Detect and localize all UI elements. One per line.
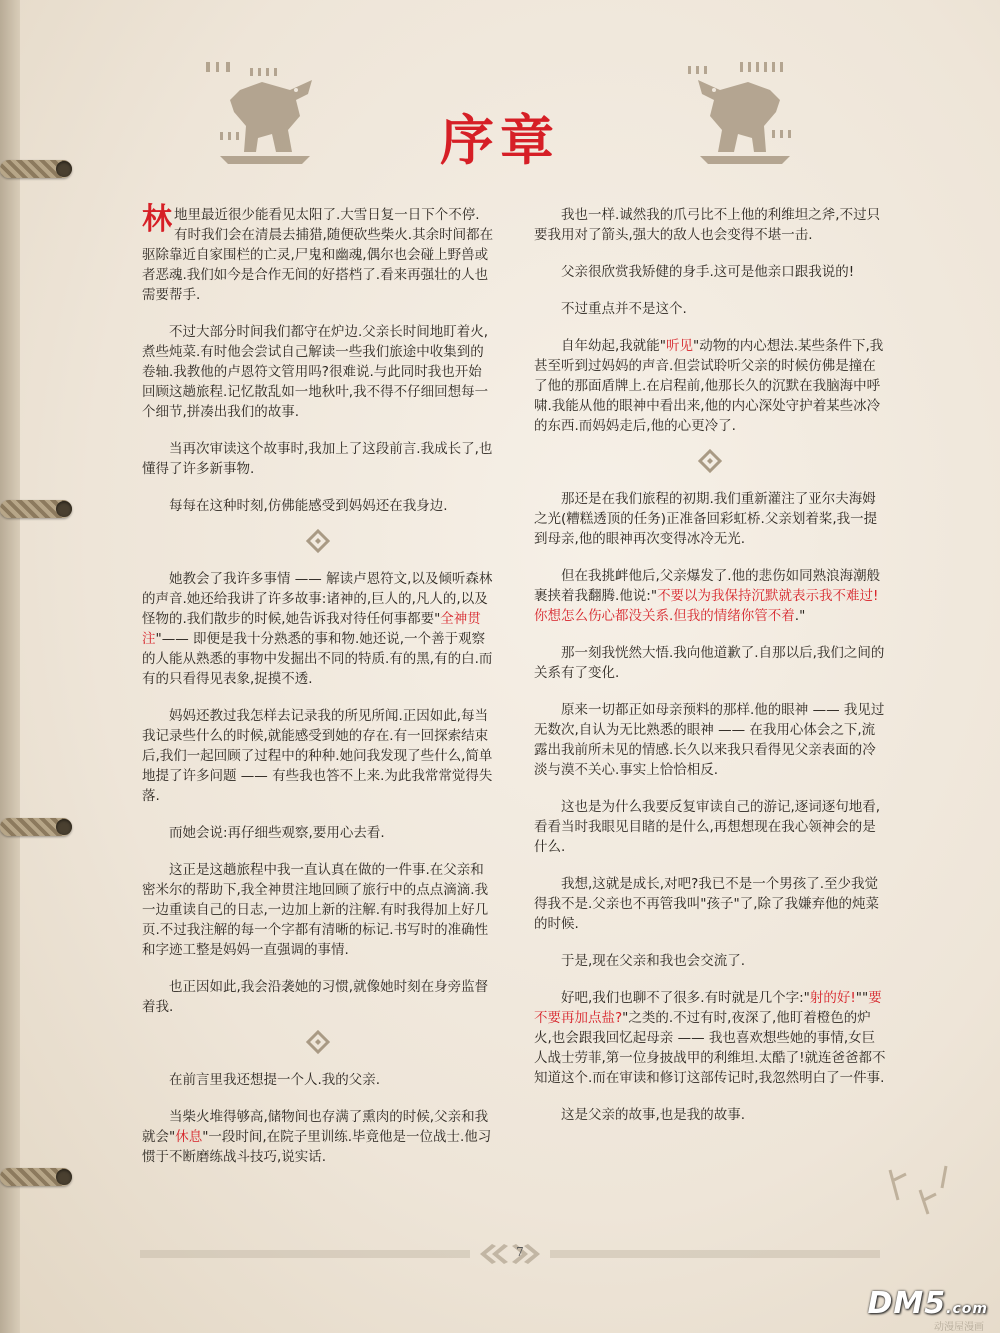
section-divider	[142, 529, 494, 559]
page-binding	[0, 0, 20, 1333]
binding-hole	[56, 819, 72, 835]
right-text-column	[534, 205, 886, 1142]
emphasis-text: 射的好!	[809, 990, 856, 1006]
paragraph: 这也是为什么我要反复审读自己的游记,逐词逐句地看,看看当时我眼见目睹的是什么,再想想现在我心领神会的是什么.	[534, 799, 881, 855]
drop-cap: 林	[142, 202, 172, 237]
emphasis-text: 要不要再加点盐?	[534, 990, 882, 1026]
paragraph: 也正因如此,我会沿袭她的习惯,就像她时刻在身旁监督着我.	[142, 979, 489, 1015]
paragraph: 在前言里我还想提一个人.我的父亲.	[169, 1072, 381, 1088]
emphasis-text: 休息	[175, 1129, 203, 1145]
paragraph: 我想,这就是成长,对吧?我已不是一个男孩了.至少我觉得我不是.父亲也不再管我叫"孩子"了,除了我嫌弃他的炖菜的时候.	[534, 876, 880, 932]
paragraph: 好吧,我们也聊不了很多.有时就是几个字:"射的好!""要不要再加点盐?"之类的.不过有时,夜深了,他盯着橙色的炉火,也会跟我回忆起母亲 —— 我也喜欢想些她的事情,女巨人战士劳菲,第一位身披战甲的利维坦.太酷了!就连爸爸都不知道这个.而在审读和修订这部传记时,我忽然明白了一件事.	[534, 990, 886, 1086]
paragraph: 不过大部分时间我们都守在炉边.父亲长时间地盯着火,煮些炖菜.有时他会尝试自己解读一些我们旅途中收集到的卷轴.我教他的卢恩符文管用吗?很难说.与此同时我也开始回顾这趟旅程.记忆散乱如一地秋叶,我不得不仔细回想每一个细节,拼凑出我们的故事.	[142, 324, 489, 420]
paragraph: 自年幼起,我就能"听见"动物的内心想法.某些条件下,我甚至听到过妈妈的声音.但尝试聆听父亲的时候仿佛是撞在了他的那面盾牌上.在启程前,他那长久的沉默在我脑海中呼啸.我能从他的眼神中看出来,他的内心深处守护着某些冰冷的东西.而妈妈走后,他的心更冷了.	[534, 338, 884, 434]
rune-divider-icon	[306, 1030, 330, 1056]
binding-hole	[56, 501, 72, 517]
paragraph: 每每在这种时刻,仿佛能感受到妈妈还在我身边.	[169, 498, 448, 514]
binding-hole	[56, 1169, 72, 1185]
left-text-column	[142, 202, 494, 1184]
rune-scribble-icon	[880, 1160, 960, 1220]
rune-divider-icon	[698, 449, 722, 475]
paragraph: 她教会了我许多事情 —— 解读卢恩符文,以及倾听森林的声音.她还给我讲了许多故事:诸神的,巨人的,凡人的,以及怪物的.我们散步的时候,她告诉我对待任何事都要"全神贯注"—— 即便是我十分熟悉的事和物.她还说,一个善于观察的人能从熟悉的事物中发掘出不同的特质.有的黑,有的白.而有的只看得见表象,捉摸不透.	[142, 571, 493, 687]
section-divider	[142, 1030, 494, 1060]
paragraph: 这正是这趟旅程中我一直认真在做的一件事.在父亲和密米尔的帮助下,我全神贯注地回顾了旅行中的点点滴滴.我一边重读自己的日志,一边加上新的注解.有时我得加上好几页.不过我注解的每一个字都有清晰的标记.书写时的准确性和字迹工整是妈妈一直强调的事情.	[142, 862, 489, 958]
paragraph: 而她会说:再仔细些观察,要用心去看.	[169, 825, 385, 841]
page-number: 7	[516, 1245, 524, 1259]
paragraph: 妈妈还教过我怎样去记录我的所见所闻.正因如此,每当我记录些什么的时候,就能感受到她的存在.有一回探索结束后,我们一起回顾了过程中的种种.她问我发现了些什么,简单地提了许多问题 —— 有些我也答不上来.为此我常常觉得失落.	[142, 708, 493, 804]
paragraph: 我也一样.诚然我的爪弓比不上他的利维坦之斧,不过只要我用对了箭头,强大的敌人也会变得不堪一击.	[534, 207, 881, 243]
paragraph: 这是父亲的故事,也是我的故事.	[561, 1107, 746, 1123]
paragraph: 父亲很欣赏我矫健的身手.这可是他亲口跟我说的!	[561, 264, 855, 280]
paragraph: 不过重点并不是这个.	[561, 301, 687, 317]
paragraph: 那一刻我恍然大悟.我向他道歉了.自那以后,我们之间的关系有了变化.	[534, 645, 885, 681]
emphasis-text: 不要以为我保持沉默就表示我不难过!你想怎么伤心都没关系.但我的情绪你管不着	[534, 588, 879, 624]
paragraph: 那还是在我们旅程的初期.我们重新灌注了亚尔夫海姆之光(糟糕透顶的任务)正准备回彩虹桥.父亲划着桨,我一提到母亲,他的眼神再次变得冰冷无光.	[534, 491, 878, 547]
paragraph: 于是,现在父亲和我也会交流了.	[561, 953, 746, 969]
watermark-subtitle: 动漫屋漫画	[934, 1322, 984, 1333]
paragraph: 当再次审读这个故事时,我加上了这段前言.我成长了,也懂得了许多新事物.	[142, 441, 493, 477]
section-divider	[534, 449, 886, 479]
paragraph: 林地里最近很少能看见太阳了.大雪日复一日下个不停. 有时我们会在清晨去捕猎,随便砍些柴火.其余时间都在驱除靠近自家围栏的亡灵,尸鬼和幽魂,偶尔也会碰上野兽或者恶魂.我们如今是合作无间的好搭档了.看来再强壮的人也需要帮手.	[142, 202, 494, 303]
emphasis-text: 听见	[666, 338, 694, 354]
chapter-title: 序章	[440, 108, 560, 172]
paragraph: 当柴火堆得够高,储物间也存满了熏肉的时候,父亲和我就会"休息"一段时间,在院子里训练.毕竟他是一位战士.他习惯于不断磨练战斗技巧,说实话.	[142, 1109, 492, 1165]
rune-divider-icon	[306, 529, 330, 555]
emphasis-text: 全神贯注	[142, 611, 481, 647]
paragraph: 但在我挑衅他后,父亲爆发了.他的悲伤如同熟浪海潮般裹挟着我翻腾.他说:"不要以为我保持沉默就表示我不难过!你想怎么伤心都没关系.但我的情绪你管不着."	[534, 568, 881, 624]
paragraph: 原来一切都正如母亲预料的那样.他的眼神 —— 我见过无数次,自认为无比熟悉的眼神 —— 在我用心体会之下,流露出我前所未见的情感.长久以来我只看得见父亲表面的冷淡与漠不关心.事实上恰恰相反.	[534, 702, 885, 778]
watermark-logo: DM5.com	[867, 1286, 988, 1321]
